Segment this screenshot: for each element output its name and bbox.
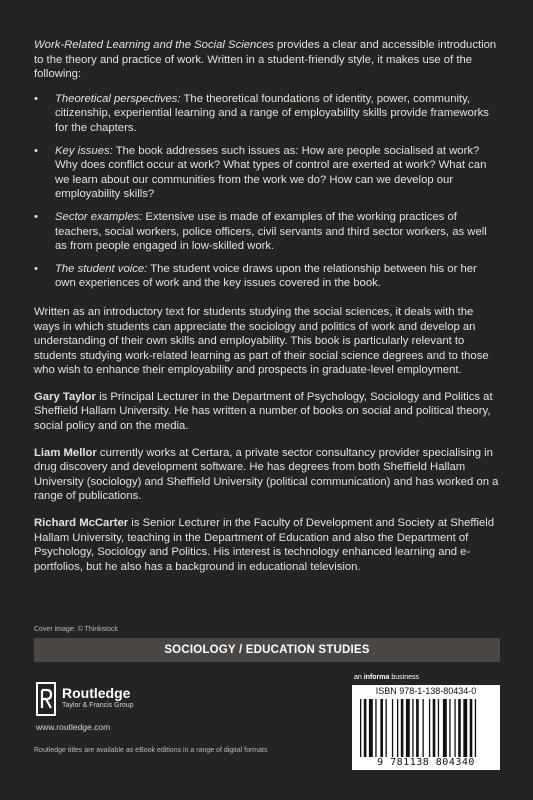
list-item-title: Key issues: xyxy=(55,144,113,157)
list-item-text: The student voice draws upon the relationship between his or her own experiences of work and the key issues covered in the book. xyxy=(55,262,477,290)
list-item-title: The student voice: xyxy=(55,262,148,275)
bullet-icon: • xyxy=(34,92,38,105)
author-bio xyxy=(34,390,500,434)
bullet-icon: • xyxy=(34,144,38,157)
isbn-label: ISBN 978-1-138-80434-0 xyxy=(375,686,477,696)
author-name: Gary Taylor xyxy=(34,390,96,403)
list-item xyxy=(34,144,500,202)
list-item xyxy=(34,92,500,136)
list-item xyxy=(34,262,500,291)
author-bio-text: is Principal Lecturer in the Department of Psychology, Sociology and Politics at Sheffield Hallam University. He has written a number of books on social and political theory, social policy and on the media. xyxy=(34,390,493,433)
list-item-text: Extensive use is made of examples of the working practices of teachers, social workers, police officers, civil servants and third sector workers, as well as from people engaged in low-skilled work. xyxy=(55,210,487,253)
author-bio xyxy=(34,516,500,574)
routledge-logo-icon xyxy=(36,682,56,716)
bullet-icon: • xyxy=(34,210,38,223)
back-cover-text xyxy=(34,38,500,586)
author-bio-text: is Senior Lecturer in the Faculty of Development and Society at Sheffield Hallam University, teaching in the Department of Education and also the Department of Psychology, Sociology and Politics. His interest is technology enhanced learning and e-portfolios, but he also has a background in educational television. xyxy=(34,517,495,573)
list-item-text: The theoretical foundations of identity, power, community, citizenship, experiential learning and a range of employability skills provide frameworks for the chapters. xyxy=(55,92,489,134)
author-name: Liam Mellor xyxy=(34,446,97,459)
cover-image-credit: Cover image: © Thinkstock xyxy=(34,626,119,633)
list-item-title: Sector examples: xyxy=(55,210,143,223)
list-item-title: Theoretical perspectives: xyxy=(55,92,181,105)
intro-text: provides a clear and accessible introduction to the theory and practice of work. Written in a student-friendly style, it makes use of the following: xyxy=(34,39,497,81)
list-item xyxy=(34,210,500,254)
author-bio-text: currently works at Certara, a private sector consultancy provider specialising in drug discovery and development software. He has degrees from both Sheffield Hallam University (sociology) and Sheffield University (political communication) and has worked on a range of publications. xyxy=(34,446,499,503)
isbn-barcode xyxy=(352,685,500,770)
author-bio xyxy=(34,446,500,504)
subject-label: SOCIOLOGY / EDUCATION STUDIES xyxy=(164,644,370,656)
intro-paragraph xyxy=(34,38,500,82)
publisher-logo xyxy=(36,682,134,716)
barcode-digits: 9 781138 804340 xyxy=(377,757,475,768)
author-name: Richard McCarter xyxy=(34,517,129,530)
book-title-italic: Work-Related Learning and the Social Sciences xyxy=(34,39,274,51)
subject-category-band xyxy=(34,638,500,662)
publisher-names xyxy=(62,686,134,710)
publisher-url: www.routledge.com xyxy=(36,722,111,732)
publisher-brand: Routledge xyxy=(62,685,131,701)
ebook-availability-note: Routledge titles are available as eBook editions in a range of digital formats xyxy=(34,747,268,754)
feature-list xyxy=(34,92,500,291)
bullet-icon: • xyxy=(34,262,38,275)
list-item-text: The book addresses such issues as: How are people socialised at work? Why does conflict occur at work? What types of control are exerted at work? What can we learn about our communities from the work we do? How can we develop our employability skills? xyxy=(55,144,487,201)
publisher-tagline: Taylor & Francis Group xyxy=(62,702,134,709)
description-paragraph: Written as an introductory text for students studying the social sciences, it deals with the ways in which students can appreciate the sociology and politics of work and develop an understanding of their own skills and employability. This book is particularly relevant to students studying work-related learning as part of their social science degrees and to those who wish to enhance their employability and prospects in graduate-level employment. xyxy=(34,305,489,377)
barcode-icon xyxy=(358,699,494,757)
informa-tagline: an informa business xyxy=(354,674,419,681)
